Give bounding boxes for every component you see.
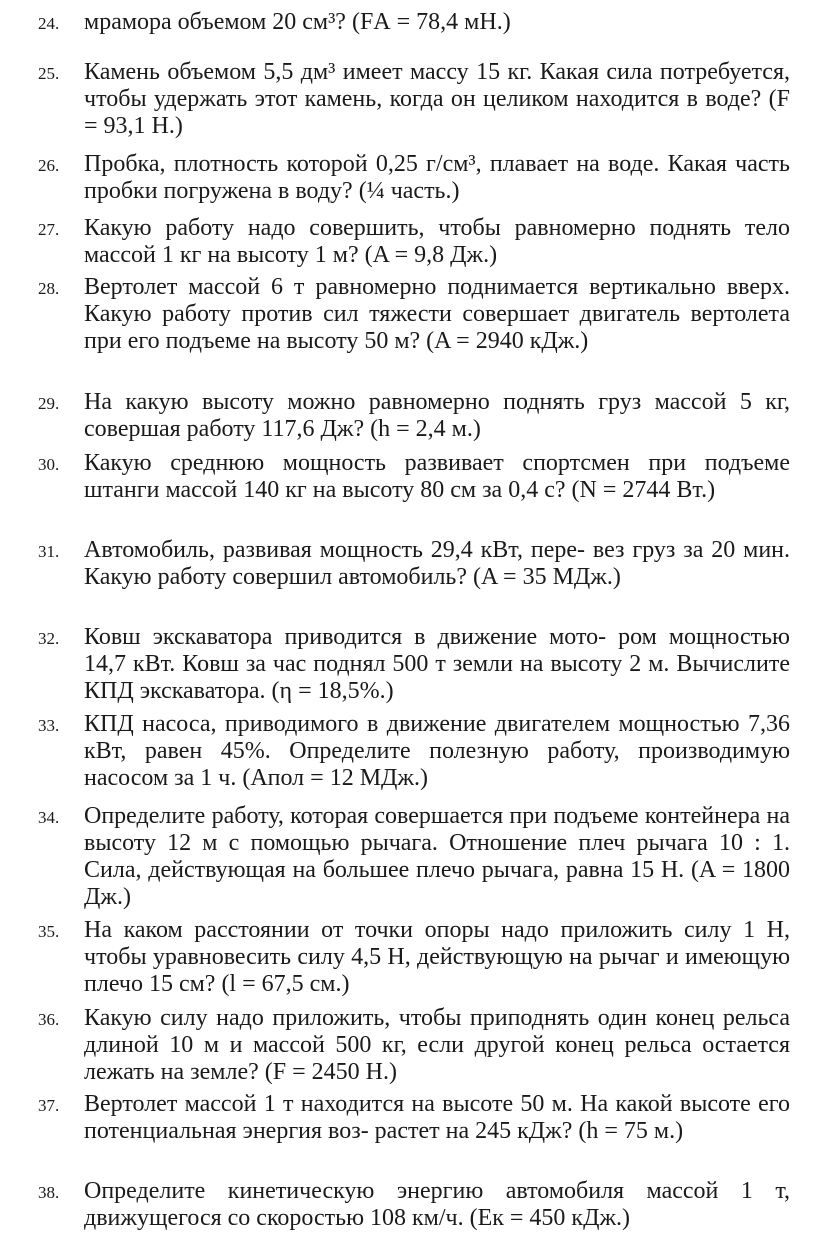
problem-text: Определите работу, которая совершается при подъеме контейнера на высоту 12 м с помощью рычага. Отношение плеч рычага 10 : 1. Сила, действующая на большее плечо рычага, равна 15 Н. (A = 1800 Дж.) — [84, 803, 790, 910]
problem-text: КПД насоса, приводимого в движение двигателем мощностью 7,36 кВт, равен 45%. Определите полезную работу, производимую насосом за 1 ч. (Aпол = 12 МДж.) — [84, 711, 790, 791]
problem-text: Камень объемом 5,5 дм³ имеет массу 15 кг. Какая сила потребуется, чтобы удержать этот камень, когда он целиком находится в воде? (F = 93,1 Н.) — [84, 59, 790, 139]
problem-number: 36. — [38, 1010, 60, 1029]
problem-text: мрамора объемом 20 см³? (FА = 78,4 мН.) — [84, 9, 511, 35]
problem-number: 37. — [38, 1096, 60, 1115]
problem-number: 31. — [38, 542, 60, 561]
problem-text: Вертолет массой 1 т находится на высоте 50 м. На какой высоте его потенциальная энергия воз- растет на 245 кДж? (h = 75 м.) — [84, 1091, 790, 1144]
problem-number: 24. — [38, 14, 60, 33]
problem-number: 35. — [38, 922, 60, 941]
problem-number: 32. — [38, 629, 60, 648]
problem-number: 27. — [38, 220, 60, 239]
problem-text: Какую работу надо совершить, чтобы равномерно поднять тело массой 1 кг на высоту 1 м? (A = 9,8 Дж.) — [84, 215, 790, 268]
problem-number: 34. — [38, 808, 60, 827]
problem-text: На каком расстоянии от точки опоры надо приложить силу 1 Н, чтобы уравновесить силу 4,5 Н, действующую на рычаг и имеющую плечо 15 см? (l = 67,5 см.) — [84, 917, 790, 997]
problem-text: Определите кинетическую энергию автомобиля массой 1 т, движущегося со скоростью 108 км/ч. (Eк = 450 кДж.) — [84, 1178, 790, 1231]
problem-text: Ковш экскаватора приводится в движение мото- ром мощностью 14,7 кВт. Ковш за час поднял 500 т земли на высоту 2 м. Вычислите КПД экскаватора. (η = 18,5%.) — [84, 624, 790, 704]
problem-number: 29. — [38, 394, 60, 413]
problem-text: Пробка, плотность которой 0,25 г/см³, плавает на воде. Какая часть пробки погружена в воду? (¼ часть.) — [84, 151, 790, 204]
problem-number: 28. — [38, 279, 60, 298]
problem-number: 30. — [38, 455, 60, 474]
problem-number: 33. — [38, 716, 60, 735]
problem-number: 38. — [38, 1183, 60, 1202]
problem-text: Вертолет массой 6 т равномерно поднимается вертикально вверх. Какую работу против сил тяжести совершает двигатель вертолета при его подъеме на высоту 50 м? (A = 2940 кДж.) — [84, 274, 790, 354]
problem-text: Какую среднюю мощность развивает спортсмен при подъеме штанги массой 140 кг на высоту 80 см за 0,4 с? (N = 2744 Вт.) — [84, 450, 790, 503]
problem-text: На какую высоту можно равномерно поднять груз массой 5 кг, совершая работу 117,6 Дж? (h = 2,4 м.) — [84, 389, 790, 442]
problem-text: Какую силу надо приложить, чтобы приподнять один конец рельса длиной 10 м и массой 500 кг, если другой конец рельса остается лежать на земле? (F = 2450 Н.) — [84, 1005, 790, 1085]
problem-number: 25. — [38, 64, 60, 83]
problem-number: 26. — [38, 156, 60, 175]
problem-text: Автомобиль, развивая мощность 29,4 кВт, пере- вез груз за 20 мин. Какую работу совершил автомобиль? (A = 35 МДж.) — [84, 537, 790, 590]
